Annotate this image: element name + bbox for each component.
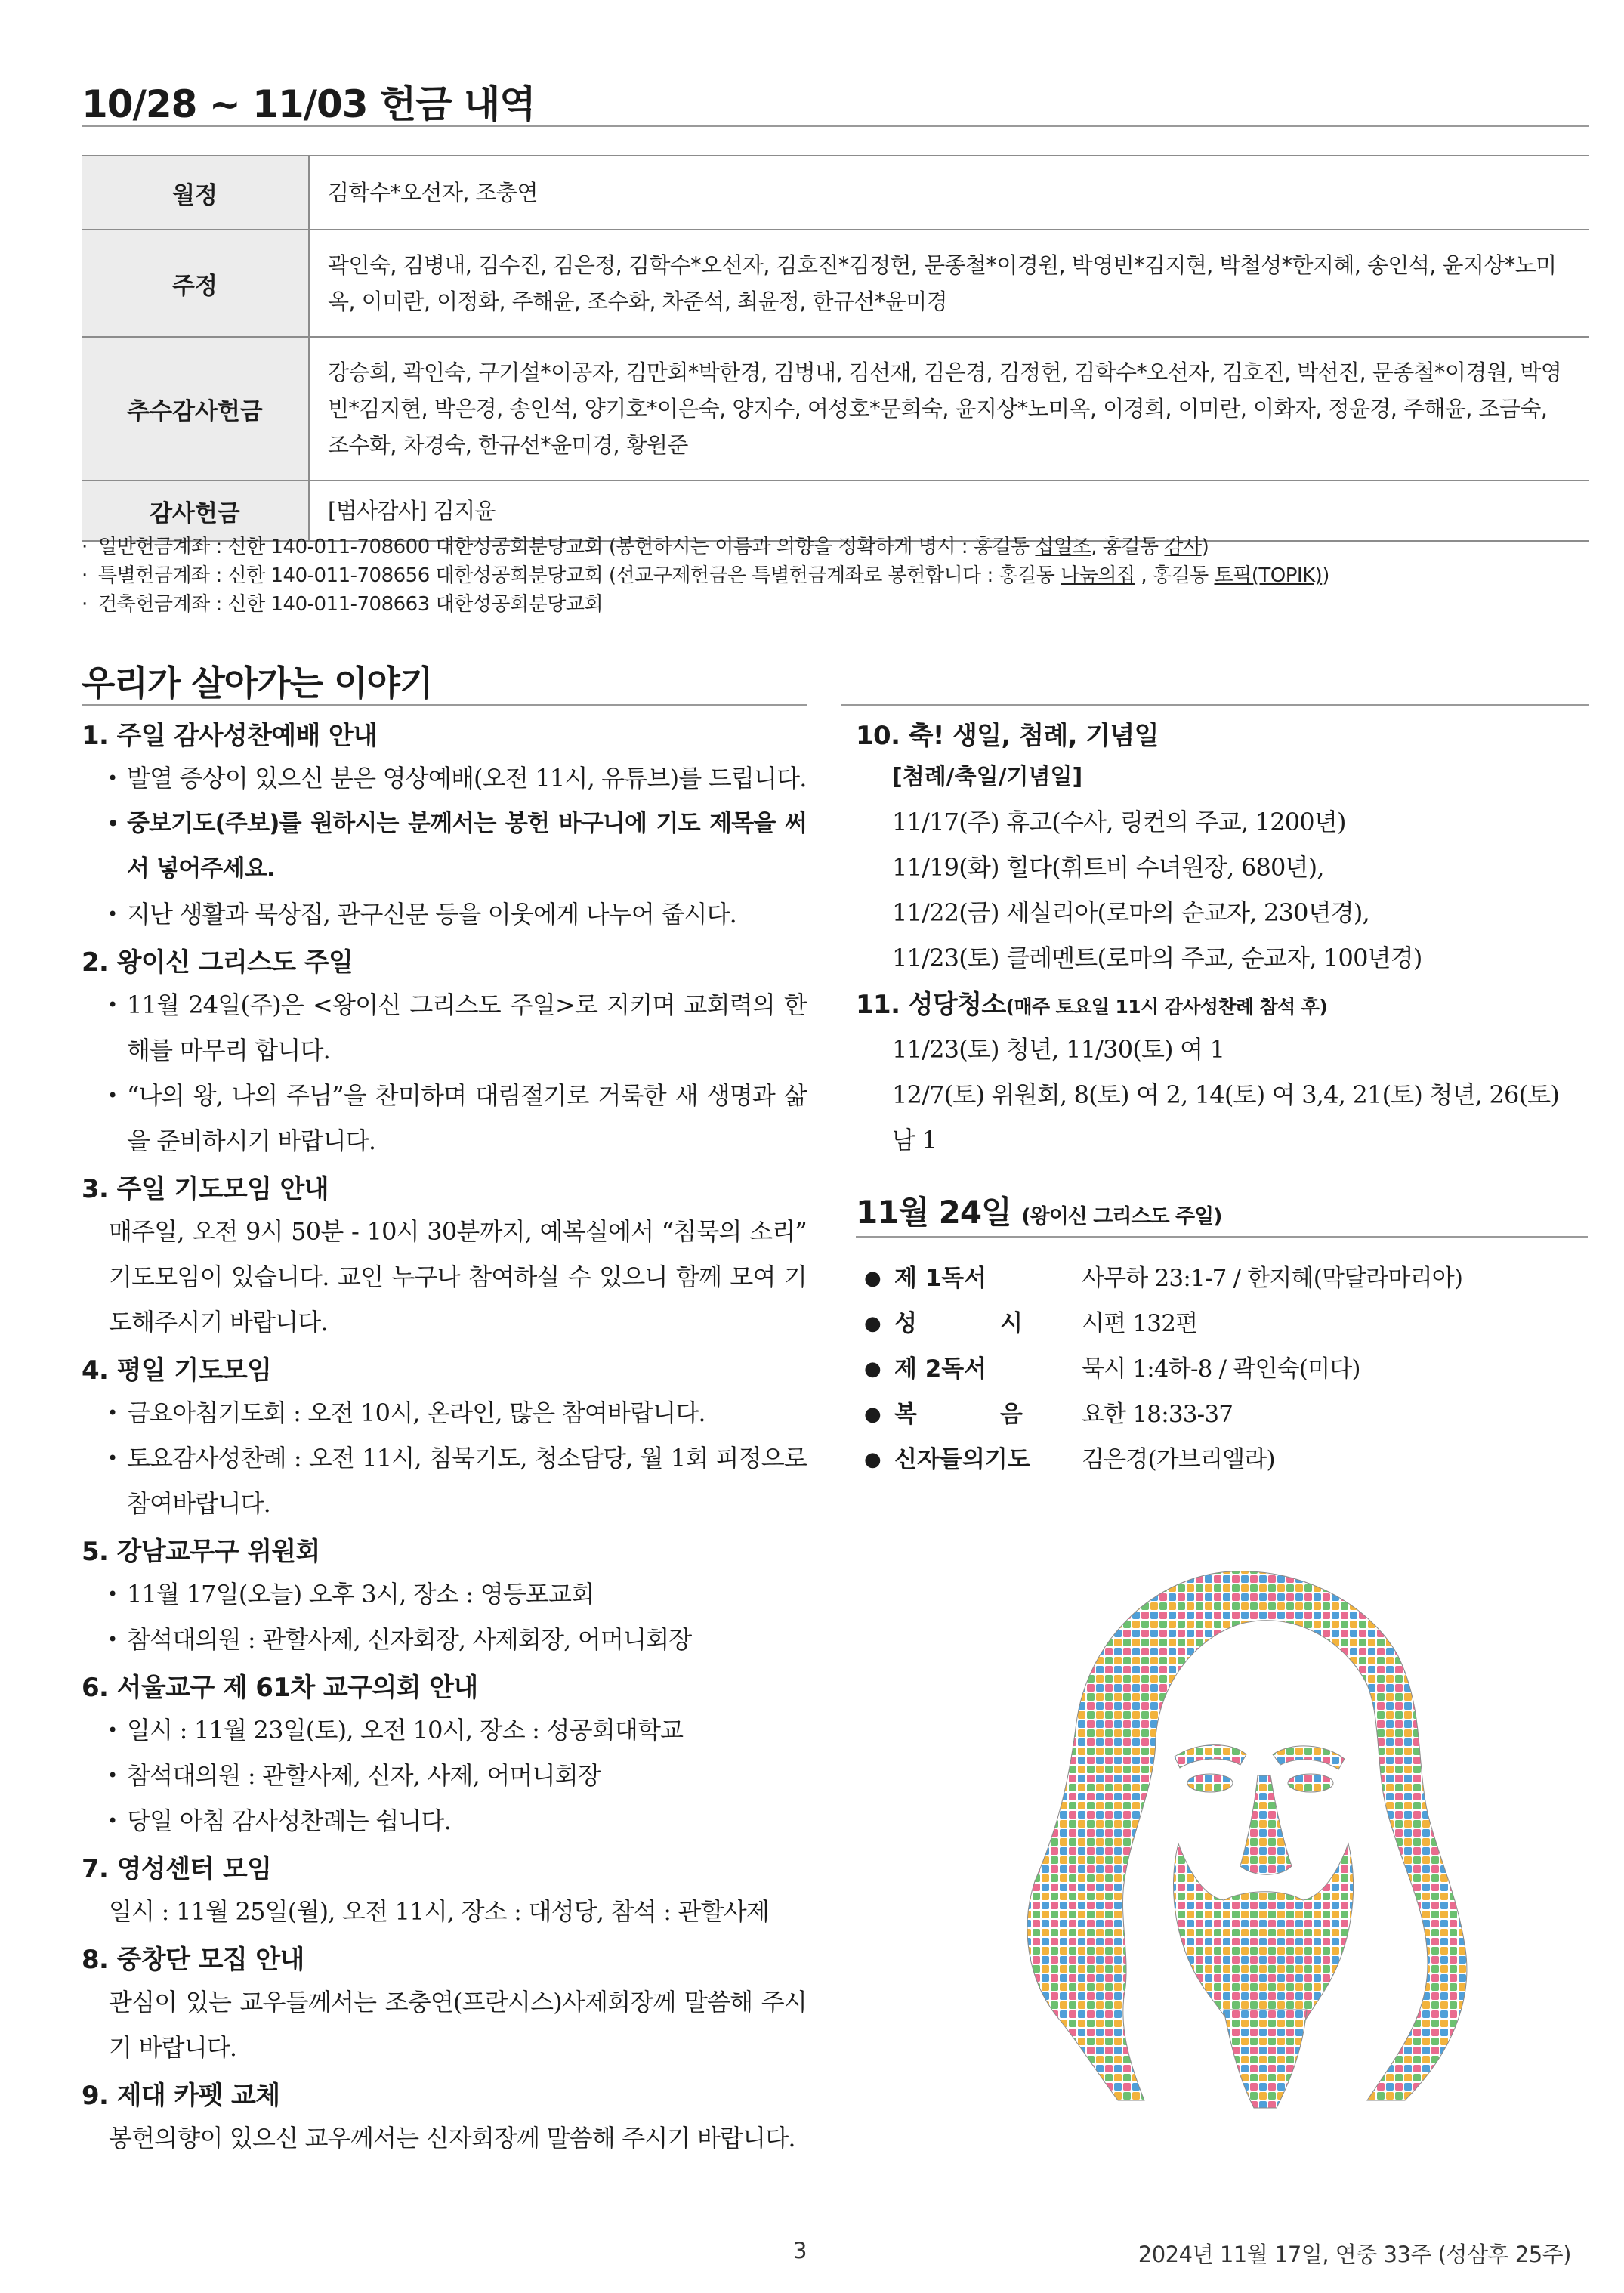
feast-line: 11/22(금) 세실리아(로마의 순교자, 230년경),	[892, 898, 1369, 927]
reading-value: 김은경(가브리엘라)	[1082, 1446, 1275, 1473]
item-heading: 10. 축! 생일, 첨례, 기념일	[856, 721, 1159, 751]
account-text: 일반헌금계좌 : 신한 140-011-708600 대한성공회분당교회 (봉헌하시는 이름과 의향을 정확하게 명시 : 홍길동	[98, 536, 1036, 558]
feast-line: 11/23(토) 클레멘트(로마의 주교, 순교자, 100년경)	[892, 944, 1422, 972]
footer-date: 2024년 11월 17일, 연중 33주 (성삼후 25주)	[1138, 2242, 1571, 2267]
account-list	[82, 533, 1592, 619]
reading-row: ● 제 1독서 사무하 23:1-7 / 한지혜(막달라마리아)	[861, 1256, 1586, 1301]
item-heading: 2. 왕이신 그리스도 주일	[82, 947, 354, 978]
reading-label-char: 시	[1000, 1310, 1023, 1337]
account-underlined: 십일조	[1035, 536, 1091, 558]
section-divider	[82, 704, 807, 706]
table-row	[82, 156, 1589, 230]
table-row	[82, 481, 1589, 541]
list-item: • 일시 : 11월 23일(토), 오전 10시, 장소 : 성공회대학교	[82, 1707, 807, 1753]
item-heading: 1. 주일 감사성찬예배 안내	[82, 721, 378, 751]
list-item: • 당일 아침 감사성찬례는 쉽니다.	[82, 1798, 807, 1843]
offering-table	[82, 155, 1589, 542]
title-divider	[82, 125, 1589, 127]
readings-date: 11월 24일	[856, 1194, 1011, 1231]
item-heading: 6. 서울교구 제 61차 교구의회 안내	[82, 1673, 478, 1703]
list-item: • 중보기도(주보)를 원하시는 분께서는 봉헌 바구니에 기도 제목을 써서 넣어주세요.	[82, 801, 807, 892]
account-underlined: 나눔의집	[1061, 564, 1135, 587]
reading-label: 제 2독서	[894, 1355, 987, 1383]
account-text: 특별헌금계좌 : 신한 140-011-708656 대한성공회분당교회 (선교구제헌금은 특별헌금계좌로 봉헌합니다 : 홍길동	[98, 564, 1061, 587]
account-underlined: 토픽(TOPIK)	[1214, 564, 1323, 587]
reading-row: ● 제 2독서 묵시 1:4하-8 / 곽인숙(미다)	[861, 1346, 1586, 1392]
list-item: • 참석대의원 : 관할사제, 신자, 사제, 어머니회장	[82, 1753, 807, 1798]
feast-subheading: [첨례/축일/기념일]	[892, 764, 1083, 790]
row-names-gratitude: [범사감사] 김지윤	[328, 498, 496, 524]
reading-label: 제 1독서	[894, 1265, 987, 1292]
reading-label	[894, 1392, 1023, 1437]
table-row	[82, 337, 1589, 481]
row-names-monthly: 김학수*오선자, 조충연	[328, 180, 538, 206]
reading-row: ● 성 시 시편 132편	[861, 1301, 1586, 1346]
list-item: • 참석대의원 : 관할사제, 신자회장, 사제회장, 어머니회장	[82, 1617, 807, 1662]
account-text: 건축헌금계좌 : 신한 140-011-708663 대한성공회분당교회	[98, 593, 604, 616]
readings-divider	[856, 1236, 1588, 1238]
item-heading: 3. 주일 기도모임 안내	[82, 1174, 329, 1204]
reading-value: 사무하 23:1-7 / 한지혜(막달라마리아)	[1082, 1265, 1463, 1292]
row-names-weekly: 곽인숙, 김병내, 김수진, 김은정, 김학수*오선자, 김호진*김정헌, 문종철*이경원, 박영빈*김지현, 박철성*한지혜, 송인석, 윤지상*노미옥, 이미란, 이정화, 주해윤, 조수화, 차준석, 최윤정, 한규선*윤미경	[328, 252, 1557, 314]
table-row	[82, 230, 1589, 337]
row-label-thanksgiving: 추수감사헌금	[82, 337, 309, 481]
item-heading: 5. 강남교무구 위원회	[82, 1537, 320, 1567]
list-item: • 토요감사성찬례 : 오전 11시, 침묵기도, 청소담당, 월 1회 피정으로 참여바랍니다.	[82, 1435, 807, 1526]
section-divider	[841, 704, 1589, 706]
right-column	[856, 716, 1588, 1163]
list-item: • “나의 왕, 나의 주님”을 찬미하며 대림절기로 거룩한 새 생명과 삶을 준비하시기 바랍니다.	[82, 1073, 807, 1163]
account-text: , 홍길동	[1135, 564, 1215, 587]
cleaning-heading: 11. 성당청소	[856, 990, 1006, 1020]
account-underlined: 감사	[1164, 536, 1202, 558]
account-general: · 일반헌금계좌 : 신한 140-011-708600 대한성공회분당교회 (봉헌하시는 이름과 의향을 정확하게 명시 : 홍길동 십일조, 홍길동 감사)	[82, 536, 1209, 558]
item-paragraph: 일시 : 11월 25일(월), 오전 11시, 장소 : 대성당, 참석 : 관할사제	[109, 1897, 770, 1926]
row-label-monthly: 월정	[82, 156, 309, 230]
reading-value: 요한 18:33-37	[1082, 1401, 1233, 1428]
account-special: · 특별헌금계좌 : 신한 140-011-708656 대한성공회분당교회 (선교구제헌금은 특별헌금계좌로 봉헌합니다 : 홍길동 나눔의집 , 홍길동 토픽(TOPIK))	[82, 564, 1329, 587]
cleaning-note: (매주 토요일 11시 감사성찬례 참석 후)	[1005, 996, 1328, 1018]
item-paragraph: 관심이 있는 교우들께서는 조충연(프란시스)사제회장께 말씀해 주시기 바랍니다.	[109, 1988, 807, 2062]
list-item: • 11월 17일(오늘) 오후 3시, 장소 : 영등포교회	[82, 1571, 807, 1617]
reading-value: 시편 132편	[1082, 1310, 1198, 1337]
row-names-thanksgiving: 강승희, 곽인숙, 구기설*이공자, 김만회*박한경, 김병내, 김선재, 김은경, 김정헌, 김학수*오선자, 김호진, 박선진, 문종철*이경원, 박영빈*김지현, 박은경, 송인석, 양기호*이은숙, 양지수, 여성호*문희숙, 윤지상*노미옥, 이경희, 이미란, 이화자, 정윤경, 주해윤, 조금숙, 조수화, 차경숙, 한규선*윤미경, 황원준	[328, 360, 1562, 458]
item-heading: 9. 제대 카펫 교체	[82, 2081, 280, 2111]
list-item: • 11월 24일(주)은 <왕이신 그리스도 주일>로 지키며 교회력의 한 해를 마무리 합니다.	[82, 982, 807, 1073]
account-text: )	[1322, 564, 1329, 587]
offering-title: 10/28 ~ 11/03 헌금 내역	[82, 82, 536, 126]
reading-label: 신자들의기도	[894, 1446, 1030, 1473]
account-text: , 홍길동	[1091, 536, 1165, 558]
readings-title	[856, 1188, 1222, 1233]
reading-row: ● 신자들의기도 김은경(가브리엘라)	[861, 1437, 1586, 1482]
section-title: 우리가 살아가는 이야기	[82, 663, 433, 703]
reading-label-char: 복	[894, 1401, 917, 1428]
feast-line: 11/17(주) 휴고(수사, 링컨의 주교, 1200년)	[892, 808, 1346, 836]
left-column	[82, 716, 807, 2161]
readings-subtitle: (왕이신 그리스도 주일)	[1021, 1205, 1222, 1228]
item-paragraph: 매주일, 오전 9시 50분 - 10시 30분까지, 예복실에서 “침묵의 소리” 기도모임이 있습니다. 교인 누구나 참여하실 수 있으니 함께 모여 기도해주시기 바랍니다.	[109, 1217, 807, 1337]
reading-label-char: 성	[894, 1310, 917, 1337]
reading-label-char: 음	[1000, 1401, 1023, 1428]
item-heading: 8. 중창단 모집 안내	[82, 1945, 304, 1975]
list-item: • 발열 증상이 있으신 분은 영상예배(오전 11시, 유튜브)를 드립니다.	[82, 756, 807, 801]
account-building: · 건축헌금계좌 : 신한 140-011-708663 대한성공회분당교회	[82, 593, 604, 616]
row-label-weekly: 주정	[82, 230, 309, 337]
page-number: 3	[793, 2238, 807, 2264]
readings-list	[861, 1256, 1586, 1482]
item-heading	[856, 985, 1588, 1027]
jesus-mosaic-icon	[1005, 1556, 1488, 2115]
cleaning-line: 12/7(토) 위원회, 8(토) 여 2, 14(토) 여 3,4, 21(토) 청년, 26(토) 남 1	[892, 1080, 1560, 1154]
feast-line: 11/19(화) 힐다(휘트비 수녀원장, 680년),	[892, 853, 1324, 882]
row-label-gratitude: 감사헌금	[82, 481, 309, 541]
list-item: • 금요아침기도회 : 오전 10시, 온라인, 많은 참여바랍니다.	[82, 1390, 807, 1435]
reading-value: 묵시 1:4하-8 / 곽인숙(미다)	[1082, 1355, 1360, 1383]
item-paragraph: 봉헌의향이 있으신 교우께서는 신자회장께 말씀해 주시기 바랍니다.	[109, 2124, 795, 2152]
reading-row: ● 복 음 요한 18:33-37	[861, 1392, 1586, 1437]
item-heading: 7. 영성센터 모임	[82, 1854, 272, 1884]
account-text: )	[1201, 536, 1209, 558]
cleaning-line: 11/23(토) 청년, 11/30(토) 여 1	[892, 1035, 1225, 1064]
item-heading: 4. 평일 기도모임	[82, 1355, 272, 1386]
list-item: • 지난 생활과 묵상집, 관구신문 등을 이웃에게 나누어 줍시다.	[82, 892, 807, 937]
reading-label	[894, 1301, 1023, 1346]
